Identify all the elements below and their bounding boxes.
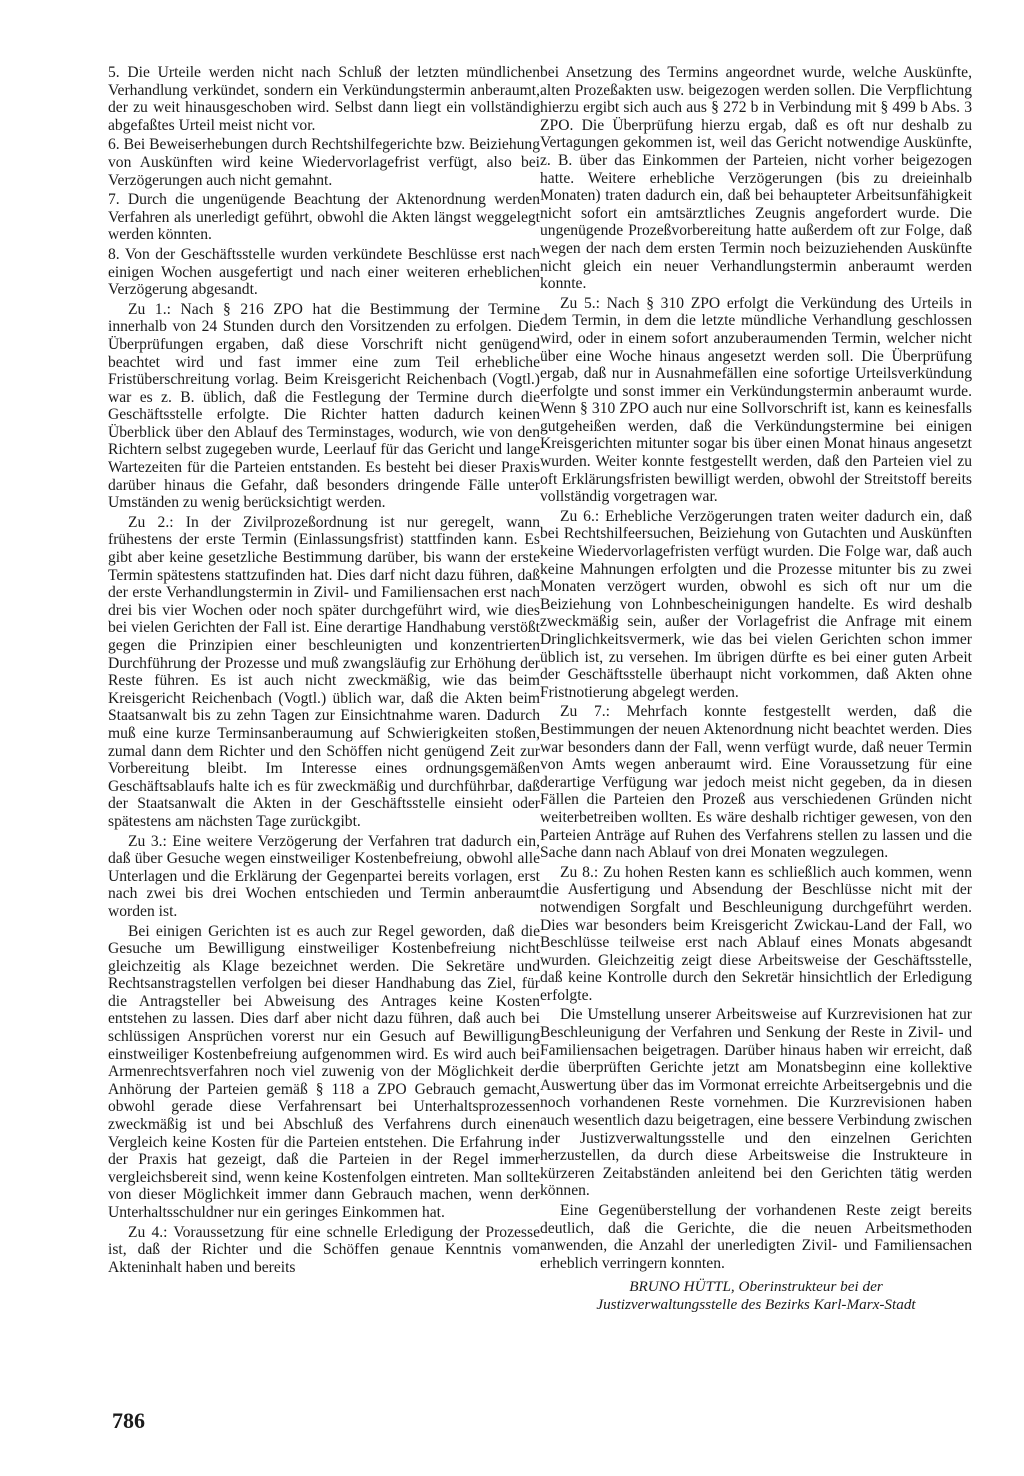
paragraph-gegenueberstellung: Eine Gegenüberstellung der vorhandenen Reste zeigt bereits deutlich, daß die Gerichte, die die neuen Arbeitsmethoden anwenden, die Anzahl der unerledigten Zivil- und Familiensachen erheblich verringern konnten. [540,1202,972,1272]
paragraph-umstellung: Die Umstellung unserer Arbeitsweise auf Kurzrevisionen hat zur Beschleunigung der Verfahren und Senkung der Reste in Zivil- und Familiensachen beigetragen. Darüber hinaus haben wir erreicht, daß die überprüften Gerichte jetzt am Monatsbeginn eine kollektive Auswertung über das im Vormonat erreichte Arbeitsergebnis und die noch vorhandenen Reste vornehmen. Die Kurzrevisionen haben auch wesentlich dazu beigetragen, eine bessere Verbindung zwischen der Justizverwaltungsstelle und den einzelnen Gerichten herzustellen, da durch diese Arbeitsweise die Instrukteure in kürzeren Zeitabständen anleitend bei den Gerichten tätig werden können. [540,1006,972,1200]
paragraph-zu-4-cont: bei Ansetzung des Termins angeordnet wurde, welche Auskünfte, alten Prozeßakten usw. beigezogen werden sollen. Die Verpflichtung hierzu ergibt sich auch aus § 272 b in Verbindung mit § 499 b Abs. 3 ZPO. Die Überprüfung hierzu ergab, daß es oft nur deshalb zu Vertagungen gekommen ist, weil das Gericht notwendige Auskünfte, z. B. über das Einkommen der Parteien, nicht vorher beigezogen hatte. Weitere erhebliche Verzögerungen (bis zu dreieinhalb Monaten) traten dadurch ein, daß bei behaupteter Arbeitsunfähigkeit nicht sofort ein amtsärztliches Zeugnis angefordert wurde. Die ungenügende Prozeßvorbereitung hatte außerdem oft zur Folge, daß wegen der nach dem ersten Termin noch beizuziehenden Auskünfte nicht gleich ein neuer Verhandlungstermin anberaumt werden konnte. [540,64,972,293]
paragraph-8: 8. Von der Geschäftsstelle wurden verkündete Beschlüsse erst nach einigen Wochen ausgefertigt und nach einer weiteren erheblichen Verzögerung abgesandt. [108,245,540,299]
paragraph-zu-4: Zu 4.: Voraussetzung für eine schnelle Erledigung der Prozesse ist, daß der Richter und die Schöffen genaue Kenntnis vom Akteninhalt haben und bereits [108,1223,540,1276]
paragraph-zu-1: Zu 1.: Nach § 216 ZPO hat die Bestimmung der Termine innerhalb von 24 Stunden durch den Vorsitzenden zu erfolgen. Die Überprüfungen ergaben, daß diese Vorschrift nicht genügend beachtet wird und fast immer eine zum Teil erhebliche Fristüberschreitung vorlag. Beim Kreisgericht Reichenbach (Vogtl.) war es z. B. üblich, daß die Festlegung der Termine durch die Geschäftsstelle erfolgte. Die Richter hatten dadurch keinen Überblick über den Ablauf des Terminstages, wodurch, wie von den Richtern selbst zugegeben wurde, Leerlauf für das Gericht und lange Wartezeiten für die Parteien entstanden. Es besteht bei dieser Praxis darüber hinaus die Gefahr, daß besonders dringende Fälle unter Umständen zu wenig berücksichtigt werden. [108,300,540,512]
paragraph-zu-3: Zu 3.: Eine weitere Verzögerung der Verfahren trat dadurch ein, daß über Gesuche wegen einstweiliger Kostenbefreiung, obwohl alle Unterlagen und die Erklärung der Gegenpartei bereits vorlagen, erst nach zwei bis drei Wochen entschieden und Termin anberaumt worden ist. [108,832,540,920]
paragraph-zu-7: Zu 7.: Mehrfach konnte festgestellt werden, daß die Bestimmungen der neuen Aktenordnung nicht beachtet werden. Dies war besonders dann der Fall, wenn verfügt wurde, daß neuer Termin von Amts wegen anberaumt wird. Eine Voraussetzung für eine derartige Verfügung war jedoch meist nicht gegeben, da in diesen Fällen die Parteien den Prozeß aus verschiedenen Gründen nicht weiterbetreiben wollten. Es wäre deshalb richtiger gewesen, von den Parteien Anträge auf Ruhen des Verfahrens stellen zu lassen und die Sache dann nach Ablauf von drei Monaten wegzulegen. [540,703,972,862]
author-signature [540,1278,972,1314]
right-column [540,64,972,1314]
paragraph-zu-5: Zu 5.: Nach § 310 ZPO erfolgt die Verkündung des Urteils in dem Termin, in dem die letzte mündliche Verhandlung geschlossen wird, oder in einem sofort anzuberaumenden Termin, welcher nicht über eine Woche hinaus angesetzt werden soll. Die Überprüfung ergab, daß nur in Ausnahmefällen eine sofortige Urteilsverkündung erfolgte und sonst immer ein Verkündungstermin anberaumt wurde. Wenn § 310 ZPO auch nur eine Sollvorschrift ist, kann es keinesfalls gutgeheißen werden, daß die Verkündungstermine bei einigen Kreisgerichten mitunter sogar bis über einen Monat hinaus angesetzt wurden. Weiter konnte festgestellt werden, daß den Parteien viel zu oft Erklärungsfristen bewilligt werden, obwohl der Streitstoff bereits vollständig vorgetragen war. [540,294,972,506]
paragraph-5: 5. Die Urteile werden nicht nach Schluß der letzten mündlichen Verhandlung verkündet, sondern ein Verkündungstermin anberaumt, der zu weit hinausgeschoben wird. Selbst dann liegt ein vollständig abgefaßtes Urteil meist nicht vor. [108,64,540,134]
author-name: BRUNO HÜTTL [629,1278,731,1296]
paragraph-zu-3-cont: Bei einigen Gerichten ist es auch zur Regel geworden, daß die Gesuche um Bewilligung einstweiliger Kostenbefreiung nicht gleichzeitig als Klage bezeichnet werden. Die Sekretäre und Rechtsanstragstellen verfolgen bei dieser Handhabung das Ziel, für die Antragsteller bei Abweisung des Antrages keine Kosten entstehen zu lassen. Dies darf aber nicht dazu führen, daß auch bei schlüssigen Ansprüchen vorerst nur ein Gesuch auf Bewilligung einstweiliger Kostenbefreiung aufgenommen wird. Es wird auch bei Armenrechtsverfahren noch viel zuwenig von der Möglichkeit der Anhörung der Parteien gemäß § 118 a ZPO Gebrauch gemacht, obwohl gerade diese Verfahrensart bei Unterhaltsprozessen zweckmäßig ist und bei Abschluß des Verfahrens durch einen Vergleich keine Kosten für die Parteien entstehen. Die Erfahrung in der Praxis hat gezeigt, daß die Parteien in der Regel immer vergleichsbereit sind, wenn keine Kostenfolgen eintreten. Man sollte von dieser Möglichkeit immer dann Gebrauch machen, wenn der Unterhaltsschuldner nur ein geringes Einkommen hat. [108,922,540,1221]
page-number: 786 [112,1408,145,1433]
paragraph-zu-2: Zu 2.: In der Zivilprozeßordnung ist nur geregelt, wann frühestens der erste Termin (Einlassungsfrist) stattfinden kann. Es gibt aber keine gesetzliche Bestimmung darüber, bis wann der erste Termin spätestens stattzufinden hat. Dies darf nicht dazu führen, daß der erste Verhandlungstermin in Zivil- und Familiensachen erst nach drei bis vier Wochen oder noch später durchgeführt wird, wie dies bei vielen Gerichten der Fall ist. Eine derartige Handhabung verstößt gegen die Prinzipien einer beschleunigten und konzentrierten Durchführung der Prozesse und muß zwangsläufig zur Erhöhung der Reste führen. Es ist auch nicht zweckmäßig, wie das beim Kreisgericht Reichenbach (Vogtl.) üblich war, daß die Akten beim Staatsanwalt bis zu zehn Tagen zur Einsichtnahme waren. Dadurch muß eine kurze Terminsanberaumung auf Schwierigkeiten stoßen, zumal dann dem Richter und den Schöffen nicht genügend Zeit zur Vorbereitung bleibt. Im Interesse eines ordnungsgemäßen Geschäftsablaufs halte ich es für zweckmäßig und durchführbar, daß der Staatsanwalt die Akten in der Geschäftsstelle einsieht oder spätestens am nächsten Tage zurückgibt. [108,513,540,830]
paragraph-zu-6: Zu 6.: Erhebliche Verzögerungen traten weiter dadurch ein, daß bei Rechtshilfeersuchen, Beiziehung von Gutachten und Auskünften keine Wiedervorlagefristen verfügt wurden. Die Folge war, daß auch keine Mahnungen erfolgten und die Prozesse mitunter bis zu zwei Monaten verzögert wurden, obwohl es sich oft nur um die Beiziehung von Lohnbescheinigungen handelte. Es wird deshalb zweckmäßig sein, außer der Vorlagefrist die Anfrage mit einem Dringlichkeitsvermerk, wie das bei vielen Gerichten schon immer üblich ist, zu versehen. Im übrigen dürfte es bei einer guten Arbeit der Geschäftsstelle überhaupt nicht vorkommen, daß Akten ohne Fristnotierung abgelegt werden. [540,507,972,701]
paragraph-7: 7. Durch die ungenügende Beachtung der Aktenordnung werden Verfahren als unerledigt geführt, obwohl die Akten längst weggelegt werden könnten. [108,191,540,244]
left-column [108,64,540,1278]
author-title-1: , Oberinstrukteur bei der [730,1278,883,1296]
author-title-2: Justizverwaltungsstelle des Bezirks Karl-Marx-Stadt [596,1296,916,1314]
paragraph-6: 6. Bei Beweiserhebungen durch Rechtshilfegerichte bzw. Beiziehung von Auskünften wird keine Wiedervorlagefrist verfügt, also bei Verzögerungen auch nicht gemahnt. [108,136,541,189]
paragraph-zu-8: Zu 8.: Zu hohen Resten kann es schließlich auch kommen, wenn die Ausfertigung und Absendung der Beschlüsse nicht mit der notwendigen Sorgfalt und Beschleunigung durchgeführt werden. Dies war besonders beim Kreisgericht Zwickau-Land der Fall, wo Beschlüsse teilweise erst nach Ablauf eines Monats abgesandt wurden. Gleichzeitig zeigt diese Arbeitsweise der Geschäftsstelle, daß keine Kontrolle durch den Sekretär hinsichtlich der Erledigung erfolgte. [540,863,972,1004]
